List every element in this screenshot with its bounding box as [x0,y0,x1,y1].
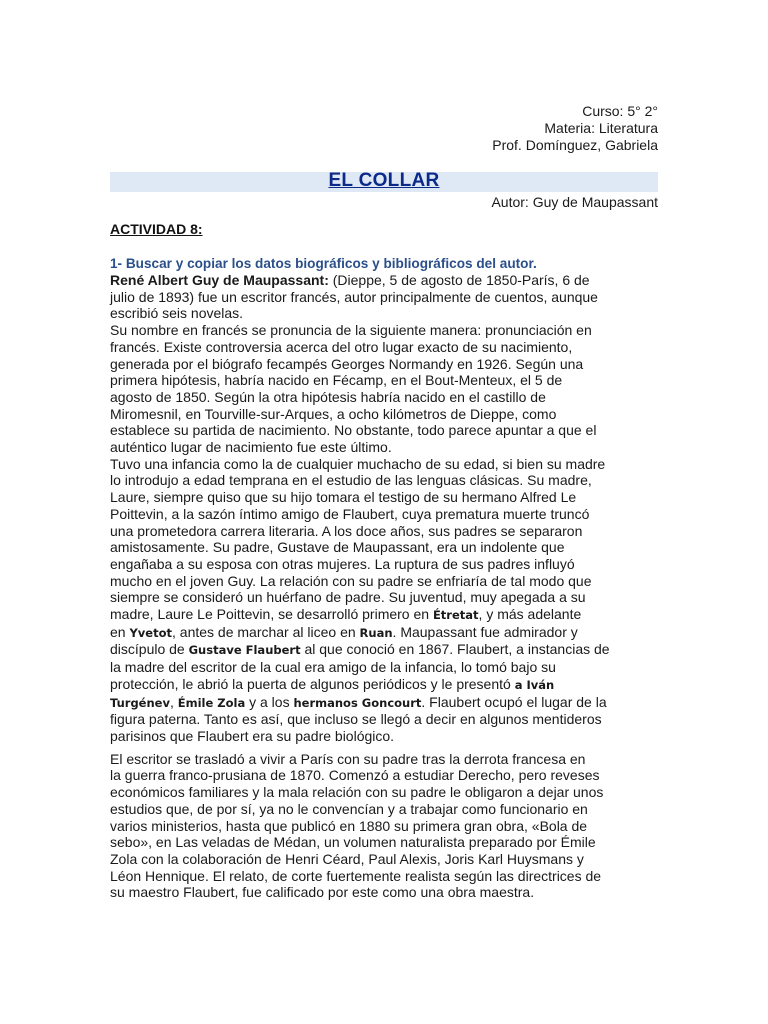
course-line: Curso: 5° 2° [582,103,658,119]
text-line: Su nombre en francés se pronuncia de la siguiente manera: pronunciación en [110,322,592,339]
text-span: , y más adelante [478,606,582,623]
text-line: Laure, siempre quiso que su hijo tomara el testigo de su hermano Alfred Le [110,489,577,506]
text-line: sebo», en Las veladas de Médan, un volumen naturalista preparado por Émile [110,834,596,851]
text-line: estudios que, de por sí, ya no le convencían y a trabajar como funcionario en [110,800,588,817]
text-span: y a los [245,693,294,710]
text-line: lo introdujo a edad temprana en el estudio de las lenguas clásicas. Su madre, [110,472,592,489]
subject-line: Materia: Literatura [544,120,658,136]
name-gustave-flaubert: Gustave Flaubert [188,643,301,658]
text-line: su maestro Flaubert, fue calificado por este como una obra maestra. [110,884,535,901]
task-instruction: 1- Buscar y copiar los datos biográficos y bibliográficos del autor. [110,256,537,271]
text-line [110,694,607,710]
activity-heading: ACTIVIDAD 8: [110,221,203,237]
text-line: la madre del escritor de la cual era amigo de la infancia, lo tomó bajo su [110,659,556,676]
text-span: . Maupassant fue admirador y [392,623,578,640]
text-line: engañaba a su esposa con otras mujeres. La ruptura de sus padres influyó [110,555,575,572]
text-line: la guerra franco-prusiana de 1870. Comenzó a estudiar Derecho, pero reveses [110,767,600,784]
text-line: Zola con la colaboración de Henri Céard, Paul Alexis, Joris Karl Huysmans y [110,850,584,867]
biography-text [110,272,662,901]
text-line: escribió seis novelas. [110,305,244,322]
text-span: madre, Laure Le Poittevin, se desarrolló primero en [110,606,433,623]
text-line: primera hipótesis, habría nacido en Fécamp, en el Bout-Menteux, el 5 de [110,372,563,389]
text-line: económicos familiares y la mala relación con su padre le obligaron a dejar unos [110,784,604,801]
text-span: protección, le abrió la puerta de algunos periódicos y le presentó [110,675,515,692]
name-turgenev: Turgénev [110,695,170,710]
text-span: , antes de marchar al liceo en [172,623,360,640]
document-title: EL COLLAR [328,170,440,191]
text-line: Tuvo una infancia como la de cualquier muchacho de su edad, si bien su madre [110,455,606,472]
text-line: auténtico lugar de nacimiento fue este último. [110,439,392,456]
text-line: establece su partida de nacimiento. No obstante, todo parece apuntar a que el [110,422,597,439]
text-line: julio de 1893) fue un escritor francés, autor principalmente de cuentos, aunque [110,288,598,305]
text-line: siempre se consideró un huérfano de padre. Su juventud, muy apegada a su [110,589,586,606]
name-ivan: a Iván [514,677,555,692]
text-line: El escritor se trasladó a vivir a París con su padre tras la derrota francesa en [110,750,586,767]
text-line [110,606,581,622]
biography-paragraph-1 [110,272,662,745]
course-info [492,103,658,154]
text-line: varios ministerios, hasta que publicó en 1880 su primera gran obra, «Bola de [110,817,588,834]
text-line: parisinos que Flaubert era su padre biológico. [110,727,395,744]
text-span: (Dieppe, 5 de agosto de 1850-París, 6 de [328,272,590,288]
text-span: al que conoció en 1867. Flaubert, a instancias de [300,641,610,658]
place-yvetot: Yvetot [129,625,172,640]
text-span: en [110,623,130,640]
place-etretat: Étretat [432,608,479,623]
place-ruan: Ruan [359,625,393,640]
name-hermanos-goncourt: hermanos Goncourt [293,695,422,710]
name-emile-zola: Émile Zola [177,695,246,710]
text-line: una prometedora carrera literaria. A los doce años, sus padres se separaron [110,522,583,539]
text-line: Poittevin, a la sazón íntimo amigo de Flaubert, cuya prematura muerte truncó [110,505,590,522]
text-line [110,641,610,657]
text-line: francés. Existe controversia acerca del otro lugar exacto de su nacimiento, [110,338,573,355]
text-span: discípulo de [110,641,189,658]
text-line: mucho en el joven Guy. La relación con su padre se enfriaría de tal modo que [110,572,592,589]
author-line: Autor: Guy de Maupassant [491,194,658,210]
biography-paragraph-2 [110,751,662,901]
text-line: Miromesnil, en Tourville-sur-Arques, a ocho kilómetros de Dieppe, como [110,405,557,422]
text-line [110,272,590,288]
text-line: figura paterna. Tanto es así, que incluso se llegó a decir en algunos mentideros [110,711,602,728]
text-line [110,676,554,692]
text-line: amistosamente. Su padre, Gustave de Maupassant, era un indolente que [110,539,565,556]
text-line [110,624,578,640]
teacher-line: Prof. Domínguez, Gabriela [492,137,658,153]
text-line: agosto de 1850. Según la otra hipótesis habría nacido en el castillo de [110,388,546,405]
text-line: Léon Hennique. El relato, de corte fuertemente realista según las directrices de [110,867,602,884]
text-line: generada por el biógrafo fecampés Georges Normandy en 1926. Según una [110,355,584,372]
author-full-name: René Albert Guy de Maupassant: [110,272,329,288]
text-span: . Flaubert ocupó el lugar de la [421,693,607,710]
text-span: , [169,693,178,710]
